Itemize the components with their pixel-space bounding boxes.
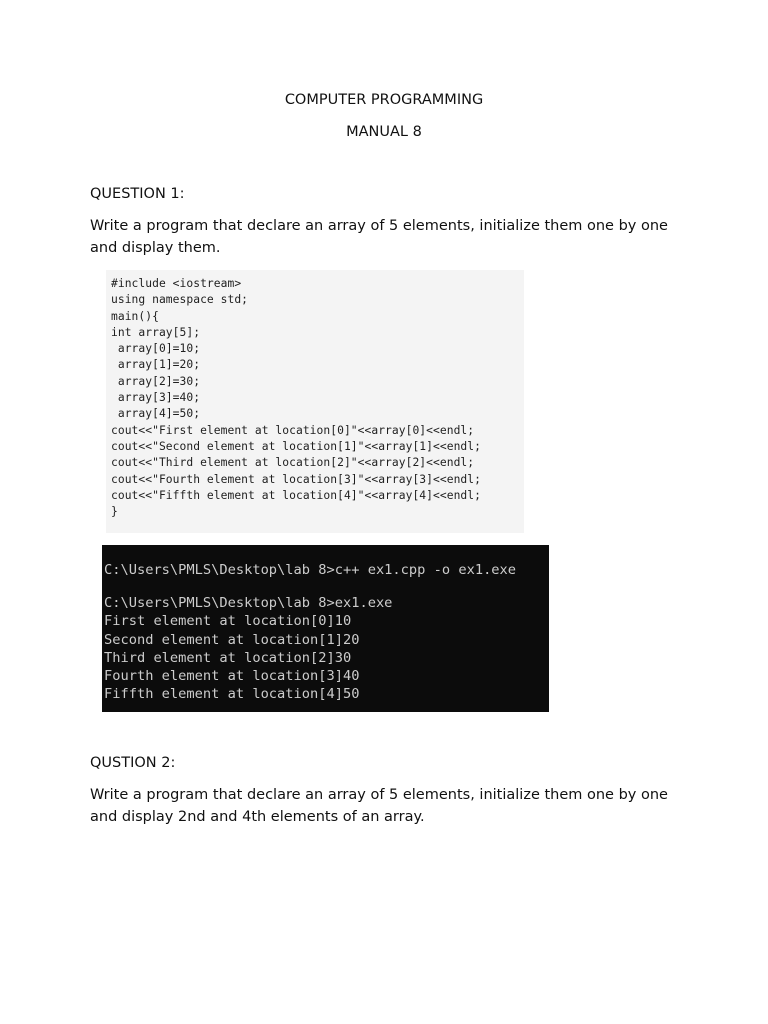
terminal-screenshot [102, 545, 549, 712]
code-line: cout<<"Second element at location[1]"<<array[1]<<endl; [111, 439, 481, 453]
code-line: using namespace std; [111, 293, 249, 307]
code-line: cout<<"Fiffth element at location[4]"<<array[4]<<endl; [111, 488, 481, 502]
terminal-output-line: Third element at location[2]30 [104, 649, 352, 666]
code-line: array[1]=20; [111, 358, 201, 372]
code-line: int array[5]; [111, 325, 201, 339]
code-line: array[0]=10; [111, 342, 201, 356]
question-2-text: Write a program that declare an array of 5 elements, initialize them one by one and display 2nd and 4th elements of an array. [90, 787, 668, 825]
code-line: } [111, 505, 118, 519]
question-1-text: Write a program that declare an array of 5 elements, initialize them one by one and display them. [90, 218, 668, 256]
code-line: array[2]=30; [111, 374, 201, 388]
document-title: COMPUTER PROGRAMMING [284, 92, 484, 108]
code-line: cout<<"Third element at location[2]"<<array[2]<<endl; [111, 456, 475, 470]
question-1-heading: QUESTION 1: [90, 186, 185, 202]
terminal-compile-command: C:\Users\PMLS\Desktop\lab 8>c++ ex1.cpp -o ex1.exe [104, 562, 517, 578]
terminal-output-line: Fourth element at location[3]40 [104, 668, 360, 685]
code-line: array[3]=40; [111, 391, 201, 405]
code-line: #include <iostream> [111, 277, 242, 290]
terminal-output-line: Second element at location[1]20 [104, 631, 360, 648]
question-2-heading: QUSTION 2: [90, 755, 176, 771]
terminal-output-line: Fiffth element at location[4]50 [104, 686, 360, 703]
terminal-blank-line [104, 579, 549, 594]
document-subtitle: MANUAL 8 [346, 124, 422, 140]
code-screenshot [106, 270, 524, 533]
terminal-run-command: C:\Users\PMLS\Desktop\lab 8>ex1.exe [104, 595, 393, 612]
code-line: array[4]=50; [111, 407, 201, 421]
terminal-output-line: First element at location[0]10 [104, 613, 352, 630]
code-line: cout<<"Fourth element at location[3]"<<array[3]<<endl; [111, 472, 481, 486]
code-line: main(){ [111, 309, 159, 323]
code-line: cout<<"First element at location[0]"<<array[0]<<endl; [111, 423, 475, 437]
